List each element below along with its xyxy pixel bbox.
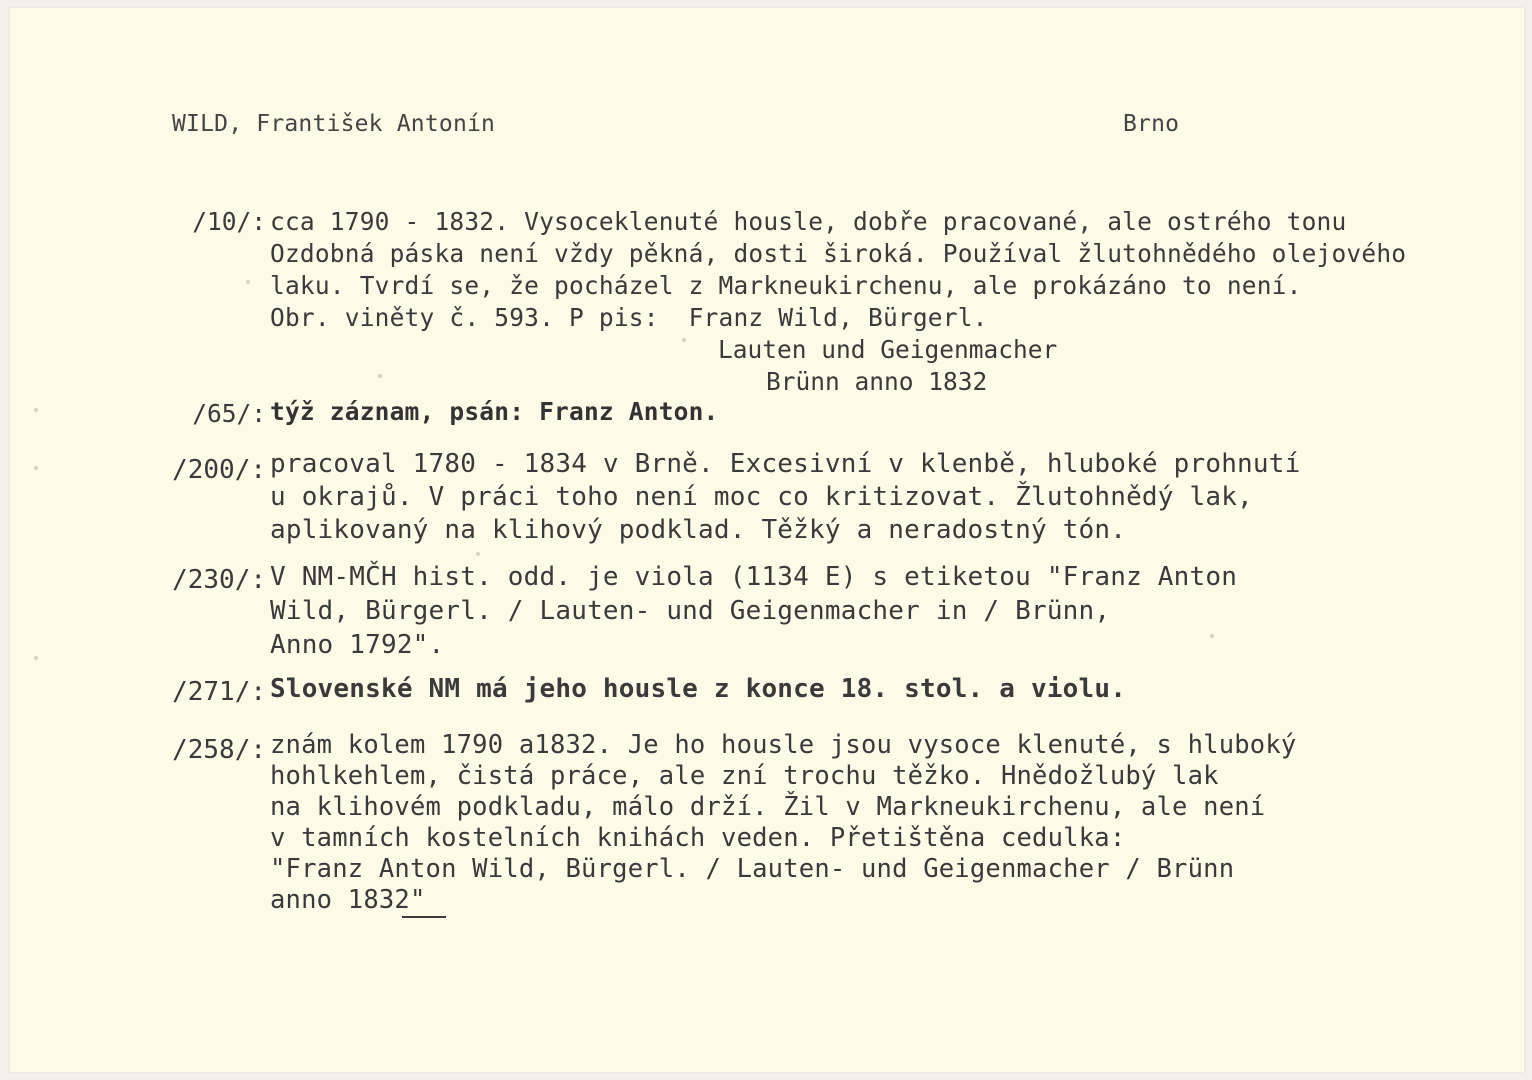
entry-ref-271: /271/: <box>172 677 266 707</box>
entry-line: na klihovém podkladu, málo drží. Žil v Markneukirchenu, ale není <box>270 792 1266 822</box>
index-card <box>10 8 1524 1072</box>
paper-speck <box>476 552 480 556</box>
entry-line: znám kolem 1790 a1832. Je ho housle jsou vysoce klenuté, s hluboký <box>270 730 1297 760</box>
entry-line: u okrajů. V práci toho není moc co kritizovat. Žlutohnědý lak, <box>270 482 1253 512</box>
entry-line: hohlkehlem, čistá práce, ale zní trochu těžko. Hnědožlubý lak <box>270 761 1219 791</box>
header-name: WILD, František Antonín <box>172 111 496 137</box>
entry-65 <box>270 396 719 428</box>
entry-line: "Franz Anton Wild, Bürgerl. / Lauten- und Geigenmacher / Brünn <box>270 854 1235 884</box>
entry-line: Ozdobná páska není vždy pěkná, dosti široká. Používal žlutohnědého olejového <box>270 239 1407 268</box>
paper-speck <box>34 466 38 470</box>
entry-line: cca 1790 - 1832. Vysoceklenuté housle, dobře pracované, ale ostrého tonu <box>270 207 1347 236</box>
entry-line: anno 1832" <box>270 885 426 915</box>
entry-258 <box>270 730 1296 916</box>
entry-ref-200: /200/: <box>172 455 266 485</box>
entry-ref-65: /65/: <box>192 399 266 428</box>
entry-line: pracoval 1780 - 1834 v Brně. Excesivní v klenbě, hluboké prohnutí <box>270 449 1301 479</box>
entry-line: laku. Tvrdí se, že pocházel z Markneukirchenu, ale prokázáno to není. <box>270 271 1302 300</box>
signature-line: Lauten und Geigenmacher <box>718 335 1058 364</box>
entry-200 <box>270 448 1300 547</box>
paper-speck <box>682 338 686 342</box>
entry-line: Wild, Bürgerl. / Lauten- und Geigenmacher in / Brünn, <box>270 596 1111 626</box>
entry-ref-258: /258/: <box>172 735 266 765</box>
entry-271 <box>270 672 1126 706</box>
entry-ref-10: /10/: <box>192 207 266 236</box>
entry-line: V NM-MČH hist. odd. je viola (1134 E) s etiketou "Franz Anton <box>270 562 1238 592</box>
header-place: Brno <box>1123 111 1180 137</box>
paper-speck <box>34 656 38 660</box>
entry-line: Slovenské NM má jeho housle z konce 18. stol. a violu. <box>270 674 1127 704</box>
year-underline <box>402 916 446 918</box>
entry-line: aplikovaný na klihový podklad. Těžký a neradostný tón. <box>270 515 1127 545</box>
entry-line: Anno 1792". <box>270 630 445 660</box>
paper-speck <box>378 374 382 378</box>
paper-speck <box>246 280 250 284</box>
entry-line: týž záznam, psán: Franz Anton. <box>270 397 719 426</box>
entry-line: v tamních kostelních knihách veden. Přetištěna cedulka: <box>270 823 1126 853</box>
entry-line: Obr. viněty č. 593. P pis: Franz Wild, Bürgerl. <box>270 303 988 332</box>
paper-speck <box>34 408 38 412</box>
entry-ref-230: /230/: <box>172 565 266 595</box>
paper-speck <box>1210 634 1214 638</box>
signature-line: Brünn anno 1832 <box>766 367 988 396</box>
entry-230 <box>270 560 1237 662</box>
entry-10 <box>270 206 1406 334</box>
